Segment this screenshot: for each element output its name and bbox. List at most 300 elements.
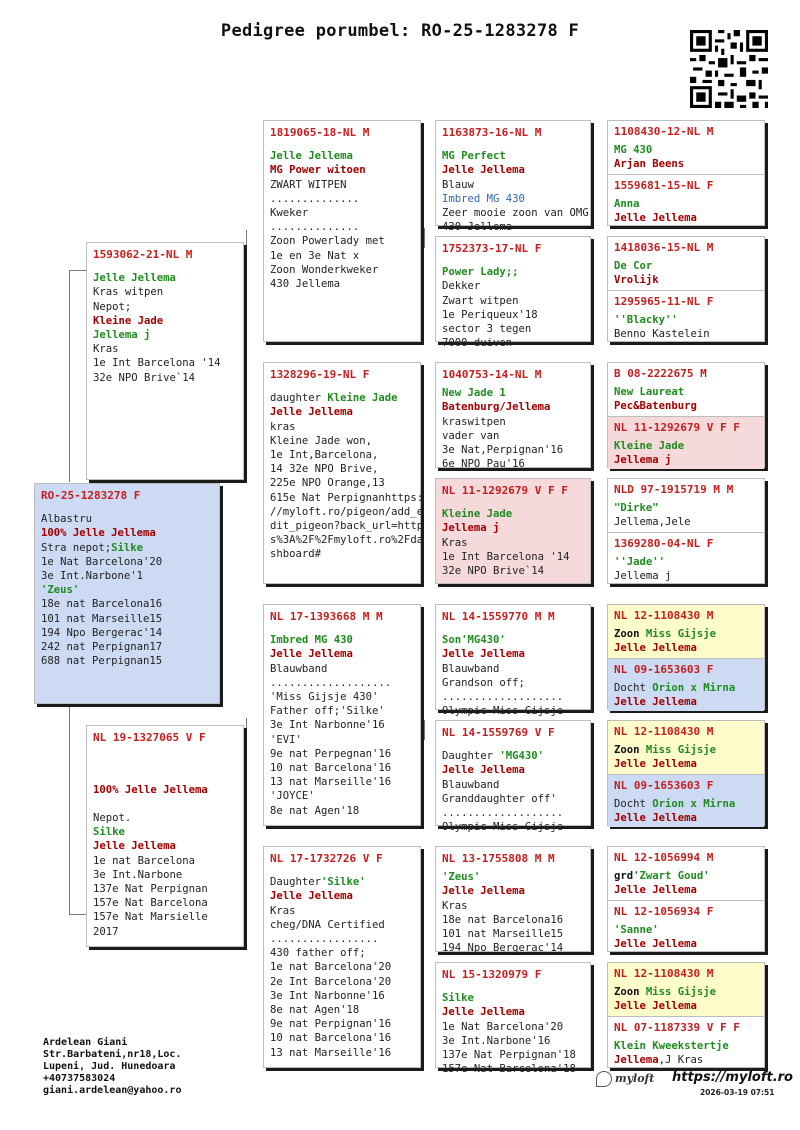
detail-line	[270, 405, 414, 419]
detail-text: Blauwband	[442, 662, 500, 675]
detail-text: s%3A%2F%2Fmyloft.ro%2Fda	[270, 534, 424, 547]
detail-text: Father off;'Silke'	[270, 705, 385, 718]
pedigree-entry[interactable]	[608, 963, 764, 1016]
page-title: Pedigree porumbel: RO-25-1283278 F	[220, 21, 580, 41]
pedigree-entry[interactable]	[608, 174, 764, 227]
ring-number: NL 09-1653603 F	[614, 779, 714, 792]
detail-text: Orion x Mirna	[652, 682, 736, 695]
ring-number: RO-25-1283278 F	[41, 489, 141, 502]
detail-text: 13 nat Marseille'16	[270, 1046, 392, 1059]
detail-text: dit_pigeon?back_url=http	[270, 520, 424, 533]
detail-line	[93, 925, 237, 939]
detail-line	[270, 206, 414, 220]
detail-line	[270, 434, 414, 448]
detail-text: 9e nat Perpignan'16	[270, 1018, 392, 1031]
pedigree-entry[interactable]	[608, 363, 764, 416]
detail-text: 688 nat Perpignan15	[41, 655, 163, 668]
detail-text: 137e Nat Perpignan	[93, 882, 208, 895]
pigeon-details	[442, 386, 584, 471]
detail-line	[614, 811, 758, 825]
detail-text: Silke	[93, 826, 125, 839]
detail-text: Jelle Jellema	[270, 150, 353, 163]
detail-text: ...................	[442, 691, 564, 704]
detail-text: Benno Kastelein	[614, 328, 710, 341]
detail-text: Imbred MG 430	[442, 192, 525, 205]
detail-text: Zeer mooie zoon van OMG	[442, 207, 589, 220]
detail-line	[93, 371, 237, 385]
detail-line	[614, 757, 758, 771]
detail-line	[270, 789, 414, 803]
detail-text: 1e nat Barcelona'20	[270, 961, 392, 974]
site-link[interactable]: https://myloft.ro	[672, 1070, 793, 1085]
detail-line	[41, 512, 213, 526]
detail-line	[270, 761, 414, 775]
detail-text: Zoon	[614, 628, 646, 641]
detail-text: Zwart witpen	[442, 294, 519, 307]
detail-line	[93, 271, 237, 285]
detail-line	[442, 927, 584, 941]
detail-line	[614, 1053, 758, 1067]
pigeon-details	[270, 391, 424, 561]
detail-text: Jelle Jellema	[442, 885, 525, 898]
pedigree-entry[interactable]	[608, 237, 764, 290]
detail-line	[442, 676, 584, 690]
detail-text: Grandson off;	[442, 676, 525, 689]
detail-line	[614, 259, 758, 273]
detail-line	[270, 1031, 414, 1045]
dam-card[interactable]	[86, 725, 244, 947]
detail-line	[41, 640, 213, 654]
detail-text: 3e Int.Narbone'1	[41, 570, 144, 583]
detail-line	[41, 526, 213, 540]
detail-line	[442, 429, 584, 443]
detail-text: 'EVI'	[270, 733, 302, 746]
detail-text: daughter	[270, 392, 328, 405]
detail-text: Nepot;	[93, 300, 132, 313]
detail-text: 'Miss Gijsje 430'	[270, 691, 379, 704]
detail-line	[270, 1017, 414, 1031]
detail-line	[270, 263, 414, 277]
great-grandparent-card[interactable]	[435, 120, 591, 234]
pedigree-entry[interactable]	[608, 847, 764, 900]
detail-text: Jelle Jellema	[442, 764, 525, 777]
pedigree-entry[interactable]	[608, 900, 764, 953]
detail-text: 430 father off;	[270, 947, 366, 960]
detail-line	[270, 647, 414, 661]
detail-text: 3e Int.Narbone	[93, 868, 183, 881]
detail-text: Olympic Miss Gijsje	[442, 821, 564, 834]
detail-text: Kras	[442, 899, 468, 912]
detail-line	[93, 825, 237, 839]
detail-text: De Cor	[614, 260, 653, 273]
pedigree-entry[interactable]	[608, 605, 764, 658]
detail-line	[442, 778, 584, 792]
subject-pigeon-card[interactable]	[34, 483, 220, 704]
detail-text: Blauw	[442, 178, 474, 191]
granddam-maternal-card[interactable]	[263, 846, 421, 1068]
detail-line	[614, 515, 758, 529]
detail-text: Power Lady;;	[442, 266, 519, 279]
detail-text: MG 430	[614, 144, 653, 157]
detail-text: Jelle Jellema	[614, 938, 697, 951]
detail-line	[614, 453, 758, 467]
detail-text: 100% Jelle Jellema	[93, 783, 208, 796]
pigeon-details	[442, 633, 584, 718]
detail-text: 8e nat Agen'18	[270, 1004, 360, 1017]
detail-text: kras	[270, 420, 296, 433]
detail-text: 32e NPO Brive`14	[442, 565, 545, 578]
gg-grandparents-pair-card[interactable]	[607, 846, 765, 952]
detail-line	[614, 937, 758, 951]
detail-text: 137e Nat Perpignan'18	[442, 1049, 576, 1062]
detail-text: Miss Gijsje	[645, 744, 717, 757]
detail-line	[270, 918, 414, 932]
detail-line	[270, 462, 414, 476]
detail-line	[442, 521, 584, 535]
detail-line	[41, 569, 213, 583]
pedigree-entry[interactable]	[608, 1016, 764, 1069]
detail-line	[93, 342, 237, 356]
grandsire-maternal-card[interactable]	[263, 604, 421, 826]
detail-text: Jelle Jellema	[614, 884, 697, 897]
ring-number: 1559681-15-NL F	[614, 179, 714, 192]
detail-line	[93, 882, 237, 896]
pedigree-entry[interactable]	[608, 774, 764, 827]
gg-grandparents-pair-card[interactable]	[607, 120, 765, 226]
detail-text: 7000 duiven	[442, 337, 513, 350]
detail-line	[614, 385, 758, 399]
detail-text: Vrolijk	[614, 274, 659, 287]
detail-text: Arjan Beens	[614, 158, 685, 171]
detail-text: Jelle Jellema	[614, 696, 697, 709]
detail-line	[442, 308, 584, 322]
detail-line	[93, 768, 237, 782]
detail-line	[442, 913, 584, 927]
ring-number: NL 12-1108430 M	[614, 967, 714, 980]
detail-text: Kras witpen	[93, 286, 164, 299]
detail-line	[442, 792, 584, 806]
detail-line	[442, 220, 584, 234]
ring-number: NL 11-1292679 V F F	[442, 484, 568, 497]
detail-text: ..............	[270, 221, 360, 234]
owner-email[interactable]: giani.ardelean@yahoo.ro	[43, 1085, 182, 1096]
gg-grandparents-pair-card[interactable]	[607, 604, 765, 710]
detail-line	[614, 399, 758, 413]
ring-number: NL 12-1056994 M	[614, 851, 714, 864]
detail-line	[442, 415, 584, 429]
connector-line	[69, 914, 86, 915]
detail-line	[270, 277, 414, 291]
detail-text: Orion x Mirna	[652, 798, 736, 811]
detail-line	[270, 192, 414, 206]
gg-grandparents-pair-card[interactable]	[607, 720, 765, 826]
detail-line	[614, 923, 758, 937]
owner-address-line: Lupeni, Jud. Hunedoara	[43, 1061, 176, 1072]
detail-text: Jellema j	[93, 329, 151, 342]
detail-line	[442, 206, 589, 220]
detail-text: 157e Nat Barcelona	[93, 897, 208, 910]
detail-text: 'Zwart Goud'	[633, 870, 710, 883]
detail-line	[270, 975, 414, 989]
great-grandparent-card[interactable]	[435, 962, 591, 1076]
detail-line	[93, 356, 237, 370]
detail-line	[614, 883, 758, 897]
detail-line	[442, 443, 584, 457]
detail-text: Albastru	[41, 513, 93, 526]
pigeon-details	[442, 870, 584, 955]
pigeon-details	[442, 265, 584, 350]
detail-line	[614, 313, 758, 327]
ring-number: NL 17-1732726 V F	[270, 852, 383, 865]
detail-text: Jelle Jellema	[270, 890, 353, 903]
detail-text: 'Zeus'	[442, 871, 481, 884]
detail-text: Granddaughter off'	[442, 792, 557, 805]
detail-text: 14 32e NPO Brive,	[270, 463, 379, 476]
owner-name: Ardelean Giani	[43, 1037, 128, 1048]
detail-line	[614, 641, 758, 655]
detail-line	[614, 143, 758, 157]
detail-line	[270, 718, 414, 732]
ring-number: NL 12-1056934 F	[614, 905, 714, 918]
pedigree-entry[interactable]	[608, 658, 764, 711]
detail-line	[93, 314, 237, 328]
connector-line	[69, 270, 86, 271]
detail-line	[442, 647, 584, 661]
detail-line	[442, 763, 584, 777]
owner-contact	[43, 1037, 181, 1097]
detail-text: 430 Jellema	[442, 221, 513, 234]
detail-line	[41, 583, 213, 597]
ring-number: 1752373-17-NL F	[442, 242, 542, 255]
gg-grandparents-pair-card[interactable]	[607, 236, 765, 342]
gg-grandparents-pair-card[interactable]	[607, 478, 765, 584]
detail-line	[270, 775, 414, 789]
detail-line	[270, 932, 414, 946]
detail-line	[614, 627, 758, 641]
detail-line	[270, 547, 414, 561]
detail-line	[270, 1046, 414, 1060]
detail-line	[614, 695, 758, 709]
detail-text: Kras	[93, 343, 119, 356]
detail-text: 1e Int Barcelona '14	[442, 550, 570, 563]
detail-line	[442, 550, 584, 564]
qr-code	[690, 30, 768, 108]
detail-line	[270, 704, 414, 718]
connector-line	[246, 230, 247, 365]
gg-grandparents-pair-card[interactable]	[607, 962, 765, 1068]
detail-text: 157e Nat Marsielle	[93, 911, 208, 924]
pigeon-details	[41, 512, 213, 668]
detail-line	[442, 336, 584, 350]
detail-line	[270, 690, 414, 704]
pigeon-details	[614, 143, 758, 171]
detail-text: Docht	[614, 798, 653, 811]
detail-text: Kras	[270, 904, 296, 917]
pigeon-details	[614, 923, 758, 951]
connector-line	[424, 720, 425, 740]
ring-number: NL 14-1559769 V F	[442, 726, 555, 739]
pedigree-entry[interactable]	[608, 290, 764, 343]
detail-line	[270, 747, 414, 761]
ring-number: B 08-2222675 M	[614, 367, 707, 380]
ring-number: NL 12-1108430 M	[614, 609, 714, 622]
detail-text: 3e Int Narbonne'16	[270, 989, 385, 1002]
detail-line	[270, 149, 414, 163]
detail-text: Miss Gijsje	[645, 628, 717, 641]
grandsire-paternal-card[interactable]	[263, 120, 421, 342]
detail-text: Zoon	[614, 986, 646, 999]
pigeon-details	[614, 985, 758, 1013]
pigeon-details	[614, 313, 758, 341]
gg-grandparents-pair-card[interactable]	[607, 362, 765, 468]
detail-text: Kleine Jade	[93, 314, 164, 327]
great-grandparent-card[interactable]	[435, 362, 591, 471]
detail-text: 1e nat Barcelona	[93, 854, 196, 867]
pigeon-details	[442, 507, 584, 578]
detail-text: Jelle Jellema	[442, 1006, 525, 1019]
owner-phone: +40737583024	[43, 1073, 116, 1084]
detail-text: Jelle Jellema	[270, 406, 353, 419]
connector-line	[424, 228, 425, 248]
detail-text: Son'MG430'	[442, 634, 506, 647]
detail-line	[442, 457, 584, 471]
pigeon-details	[93, 271, 237, 385]
great-grandparent-card[interactable]	[435, 604, 591, 718]
detail-line	[442, 662, 584, 676]
detail-line	[270, 178, 414, 192]
detail-line	[270, 234, 414, 248]
pigeon-details	[614, 439, 758, 467]
detail-text: 10 nat Barcelona'16	[270, 762, 392, 775]
great-grandparent-card[interactable]	[435, 720, 591, 834]
pedigree-entry[interactable]	[608, 416, 764, 469]
detail-line	[614, 157, 758, 171]
ring-number: NL 11-1292679 V F F	[614, 421, 740, 434]
detail-line	[442, 820, 584, 834]
detail-line	[442, 192, 584, 206]
detail-line	[41, 541, 213, 555]
detail-text: 8e nat Agen'18	[270, 804, 360, 817]
detail-text: ...................	[442, 807, 564, 820]
detail-line	[93, 868, 237, 882]
detail-line	[270, 163, 414, 177]
pigeon-details	[614, 501, 758, 529]
pigeon-details	[614, 259, 758, 287]
detail-line	[41, 626, 213, 640]
detail-text: 13 nat Marseille'16	[270, 776, 392, 789]
connector-line	[246, 718, 247, 948]
detail-line	[270, 476, 414, 490]
pigeon-details	[270, 875, 414, 1060]
detail-text: sector 3 tegen	[442, 323, 532, 336]
detail-line	[270, 676, 414, 690]
pigeon-details	[614, 385, 758, 413]
detail-line	[93, 896, 237, 910]
detail-line	[41, 612, 213, 626]
pigeon-details	[442, 749, 584, 834]
pigeon-details	[614, 197, 758, 225]
detail-line	[614, 869, 758, 883]
pigeon-details	[270, 149, 414, 291]
ring-number: 1108430-12-NL M	[614, 125, 714, 138]
great-grandparent-card[interactable]	[435, 846, 591, 955]
detail-line	[93, 783, 237, 797]
great-grandparent-card[interactable]	[435, 236, 591, 350]
pigeon-details	[270, 633, 414, 818]
detail-text: 'MG430'	[499, 750, 545, 763]
detail-text: 1e Int Barcelona '14	[93, 357, 221, 370]
detail-line	[442, 400, 584, 414]
detail-text: 'Zeus'	[41, 584, 80, 597]
detail-line	[93, 328, 237, 342]
pigeon-details	[614, 869, 758, 897]
pedigree-entry[interactable]	[608, 532, 764, 585]
detail-line	[93, 910, 237, 924]
detail-line	[93, 754, 237, 768]
ring-number: NL 13-1755808 M M	[442, 852, 555, 865]
detail-text: Blauwband	[270, 662, 328, 675]
ring-number: NLD 97-1915719 M M	[614, 483, 734, 496]
detail-text: .................	[270, 933, 379, 946]
detail-text: Daughter	[270, 876, 322, 889]
detail-line	[442, 870, 584, 884]
detail-line	[442, 899, 584, 913]
detail-line	[41, 597, 213, 611]
sire-card[interactable]	[86, 242, 244, 480]
detail-text: 1e Nat Barcelona'20	[442, 1020, 564, 1033]
detail-text: 194 Npo Bergerac'14	[442, 942, 564, 955]
granddam-paternal-card[interactable]	[263, 362, 424, 584]
detail-text: Anna	[614, 198, 640, 211]
ring-number: 1819065-18-NL M	[270, 126, 370, 139]
detail-text: shboard#	[270, 548, 322, 561]
detail-text: 10 nat Barcelona'16	[270, 1032, 392, 1045]
pigeon-icon	[596, 1071, 612, 1087]
detail-text: 6e NPO Pau'16	[442, 458, 525, 471]
detail-text: MG Power witoen	[270, 164, 366, 177]
detail-text: 225e NPO Orange,13	[270, 477, 385, 490]
pedigree-entry[interactable]	[608, 721, 764, 774]
owner-address-line: Str.Barbateni,nr18,Loc.	[43, 1049, 182, 1060]
detail-text: Zoon Wonderkweker	[270, 263, 379, 276]
detail-line	[442, 1034, 584, 1048]
ring-number: 1593062-21-NL M	[93, 248, 193, 261]
detail-line	[442, 749, 584, 763]
pigeon-details	[614, 627, 758, 655]
pedigree-entry[interactable]	[608, 121, 764, 174]
detail-text: Kleine Jade won,	[270, 434, 373, 447]
detail-line	[614, 569, 758, 583]
pedigree-entry[interactable]	[608, 479, 764, 532]
ring-number: 1369280-04-NL F	[614, 537, 714, 550]
detail-line	[442, 294, 584, 308]
detail-line	[442, 1048, 584, 1062]
great-grandparent-card[interactable]	[435, 478, 591, 584]
pigeon-details	[442, 991, 584, 1076]
detail-line	[270, 633, 414, 647]
detail-line	[442, 690, 584, 704]
detail-line	[270, 889, 414, 903]
detail-text: Jellema j	[614, 454, 672, 467]
detail-line	[442, 279, 584, 293]
detail-line	[270, 904, 414, 918]
detail-text: Daughter	[442, 750, 500, 763]
detail-text: Pec&Batenburg	[614, 400, 697, 413]
detail-line	[442, 704, 584, 718]
ring-number: 1040753-14-NL M	[442, 368, 542, 381]
ring-number: 1418036-15-NL M	[614, 241, 714, 254]
detail-text: Jelle Jellema	[270, 648, 353, 661]
